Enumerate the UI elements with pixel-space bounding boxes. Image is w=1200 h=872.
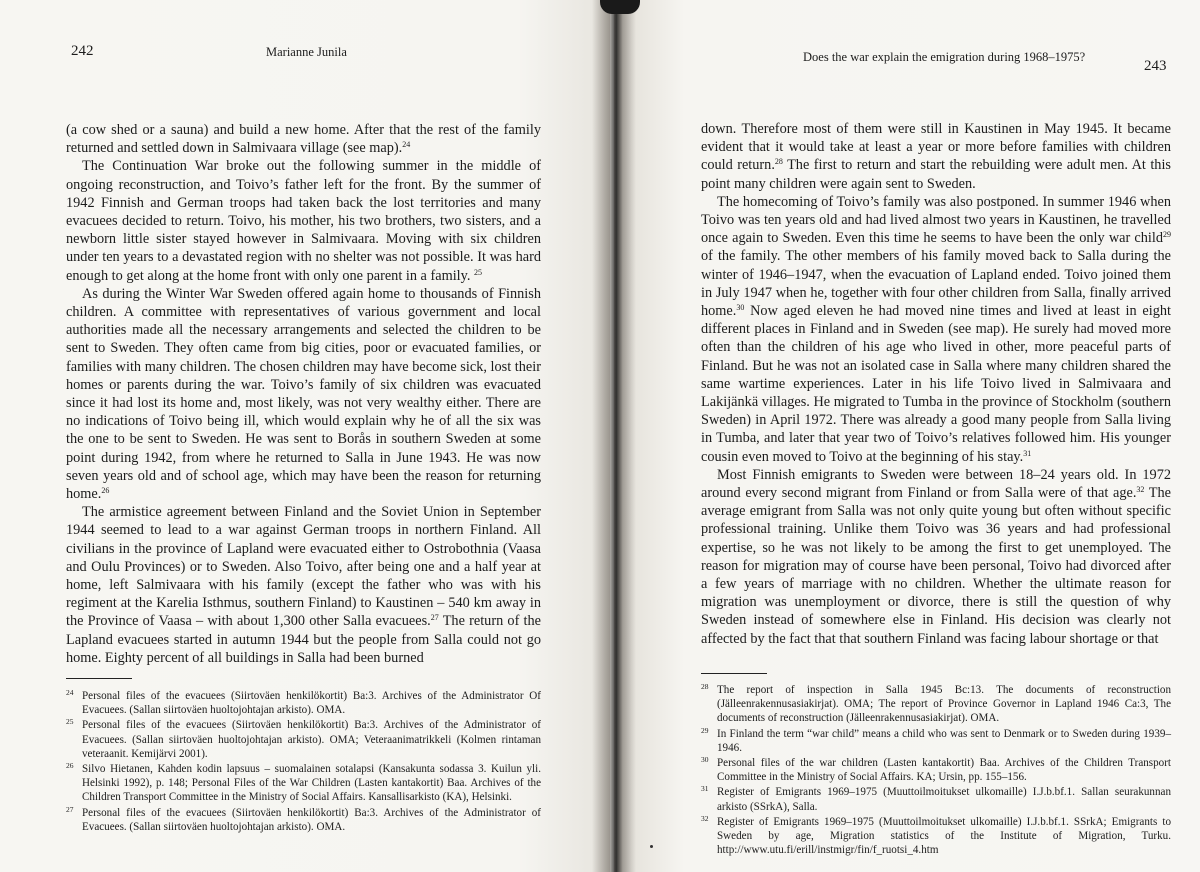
footnote-ref: 26: [101, 486, 110, 496]
footnote-ref: 28: [774, 157, 783, 167]
footnote-ref: 29: [1163, 230, 1171, 240]
footnote-rule: [701, 673, 767, 674]
left-footnotes: [66, 689, 541, 835]
gutter-shadow: [600, 0, 640, 14]
footnote-ref: 31: [1023, 448, 1032, 458]
book-gutter: [592, 0, 636, 872]
footnote-ref: 27: [430, 613, 439, 623]
footnote: 29 In Finland the term “war child” means a child who was sent to Denmark or to Sweden during 1939–1946.: [701, 725, 1171, 754]
paragraph: The armistice agreement between Finland and the Soviet Union in September 1944 seemed to lead to a war against German troops in northern Finland. All civilians in the province of Lapland were evacuated either to Ostrobothnia (Vaasa and Oulu Provinces) or to Sweden. Also Toivo, after being one and a half year at home, left Salmivaara with his family (except the father who was with his regiment at the Karelia Isthmus, southern Finland) to Kaustinen – 540 km away in the Province of Vaasa – with about 1,300 other Salla evacuees.$^{27}$ The return of the Lapland evacuees started in autumn 1944 but the people from Salla could not go home. Eighty percent of all buildings in Salla had been burned: [66, 504, 541, 666]
footnote: 25 Personal files of the evacuees (Siirtoväen henkilökortit) Ba:3. Archives of the Administrator of Evacuees. (Sallan siirtoväen huoltojohtajan arkisto). OMA; Veteraanimatrikkeli (Kolmen rintaman veteraanit. Kemijärvi 2001).: [66, 717, 541, 760]
paragraph: down. Therefore most of them were still in Kaustinen in May 1945. It became evident that it would take at least a year or more before families with children could return.$^{28}$ The first to return and start the rebuilding were adult men. At this point many children were again sent to Sweden.: [701, 121, 1171, 192]
paragraph: As during the Winter War Sweden offered again home to thousands of Finnish children. A committee with representatives of various government and local authorities made all the necessary arrangements and selected the children to be sent to Sweden. They often came from big cities, poor or evacuated families, or families with many children. The chosen children may have become sick, lost their homes or parents during the war. Toivo’s family of six children was evacuated since it had lost its home and, most likely, was not very wealthy either. There are no indications of Toivo being ill, which would explain why he of all the six was the one to be sent to Sweden. He was sent to Borås in southern Sweden at some point during 1942, from where he returned to Salla in June 1943. He was now seven years old and of school age, which may have been the reason for returning home.$^{26}$: [66, 285, 541, 503]
paragraph: The homecoming of Toivo’s family was also postponed. In summer 1946 when Toivo was ten years old and had lived almost two years in Kaustinen, he travelled once again to Sweden. Even this time he seems to have been the only war child$^{29}$ of the family. The other members of his family moved back to Salla during the winter of 1946–1947, when the evacuation of Lapland ended. Toivo joined them in July 1947 when he, together with four other children from Salla, finally arrived home.$^{30}$ Now aged eleven he had moved nine times and lived at least in eight different places in Finland and in Sweden (see map). He surely had moved more often than the children of his age who lived in other, more peaceful parts of Finland. But he was not an isolated case in Salla where many children shared the same wartime experiences. Later in his life Toivo lived in Salmivaara and Lakijänkä villages. He migrated to Tumba in the province of Stockholm (southern Sweden) in April 1972. There was already a good many people from Salla living in Tumba, and later that year two of Toivo’s relatives followed him. His younger cousin even moved to Toivo at the beginning of his stay.$^{31}$: [701, 193, 1171, 465]
right-footnotes: [701, 683, 1171, 858]
footnote: 27 Personal files of the evacuees (Siirtoväen henkilökortit) Ba:3. Archives of the Administrator of Evacuees. (Sallan siirtoväen huoltojohtajan arkisto). OMA.: [66, 804, 541, 833]
running-head-left: Marianne Junila: [266, 45, 347, 59]
paragraph: Most Finnish emigrants to Sweden were between 18–24 years old. In 1972 around every second migrant from Finland or from Salla were of that age.$^{32}$ The average emigrant from Salla was not only quite young but often without specific professional training. Unlike them Toivo was 36 years and had professional expertise, so he was not likely to be among the first to get unemployed. The reason for migration may of course have been personal, Toivo had divorced after a few years of marriage with no children. Whether the ultimate reason for migration was unemployment or divorce, there is still the question of why Sweden instead of somewhere else in Finland. His decision was clearly not affected by the fact that that southern Finland was facing labour shortage or that: [701, 466, 1171, 647]
left-body-text: [66, 121, 541, 667]
footnote-ref: 25: [474, 267, 483, 277]
footnote: 31 Register of Emigrants 1969–1975 (Muuttoilmoitukset ulkomaille) I.J.b.bf.1. Sallan seurakunnan arkisto (SSrkA), Salla.: [701, 784, 1171, 813]
right-body-text: [701, 120, 1171, 648]
paragraph: (a cow shed or a sauna) and build a new home. After that the rest of the family returned and settled down in Salmivaara village (see map).$^{24}$: [66, 122, 541, 157]
footnote-rule: [66, 678, 132, 679]
footnote: 32 Register of Emigrants 1969–1975 (Muuttoilmoitukset ulkomaille) I.J.b.bf.1. SSrkA; Emigrants to Sweden by age, Migration statistics of the Institute of Migration, Turku. http://www.utu.fi/erill/instmigr/fin/f_ruotsi_4.htm: [701, 813, 1171, 857]
footnote-ref: 30: [736, 303, 745, 313]
page-number-right: 243: [1144, 58, 1167, 74]
page-speck: [650, 845, 653, 848]
footnote: 30 Personal files of the war children (Lasten kantakortit) Baa. Archives of the Children Transport Committee in the Ministry of Social Affairs. KA; Ursin, pp. 155–156.: [701, 755, 1171, 784]
footnote-ref: 24: [402, 140, 411, 150]
footnote: 26 Silvo Hietanen, Kahden kodin lapsuus – suomalainen sotalapsi (Kansakunta sodassa 3. Kuilun yli. Helsinki 1992), p. 148; Personal Files of the War Children (Lasten kantakortit) Baa. Archives of the Children Transport Committee in the Ministry of Social Affairs. Kansallisarkisto (KA), Helsinki.: [66, 761, 541, 804]
footnote-ref: 32: [1136, 485, 1145, 495]
page-number-left: 242: [71, 43, 94, 59]
footnote: 24 Personal files of the evacuees (Siirtoväen henkilökortit) Ba:3. Archives of the Administrator Of Evacuees. (Sallan siirtoväen huoltojohtajan arkisto). OMA.: [66, 688, 541, 717]
footnote: 28 The report of inspection in Salla 1945 Bc:13. The documents of reconstruction (Jälleenrakennusasiakirjat). OMA; The report of Province Governor in Lapland 1946 Ca:3, The documents of reconstruction (Jälleenrakennusasiakirjat). OMA.: [701, 682, 1171, 725]
paragraph: The Continuation War broke out the following summer in the middle of ongoing reconstruction, and Toivo’s father left for the front. By the summer of 1942 Finnish and German troops had taken back the lost territories and many evacuees decided to return. Toivo, his mother, his two brothers, two sisters, and a newborn little sister stayed however in Salmivaara. Moving with six children under ten years to a devastated region with no shelter was not possible. It was hard enough to get along at the home front with only one parent in a family. $^{25}$: [66, 158, 541, 284]
running-head-right: Does the war explain the emigration during 1968–1975?: [803, 50, 1086, 64]
